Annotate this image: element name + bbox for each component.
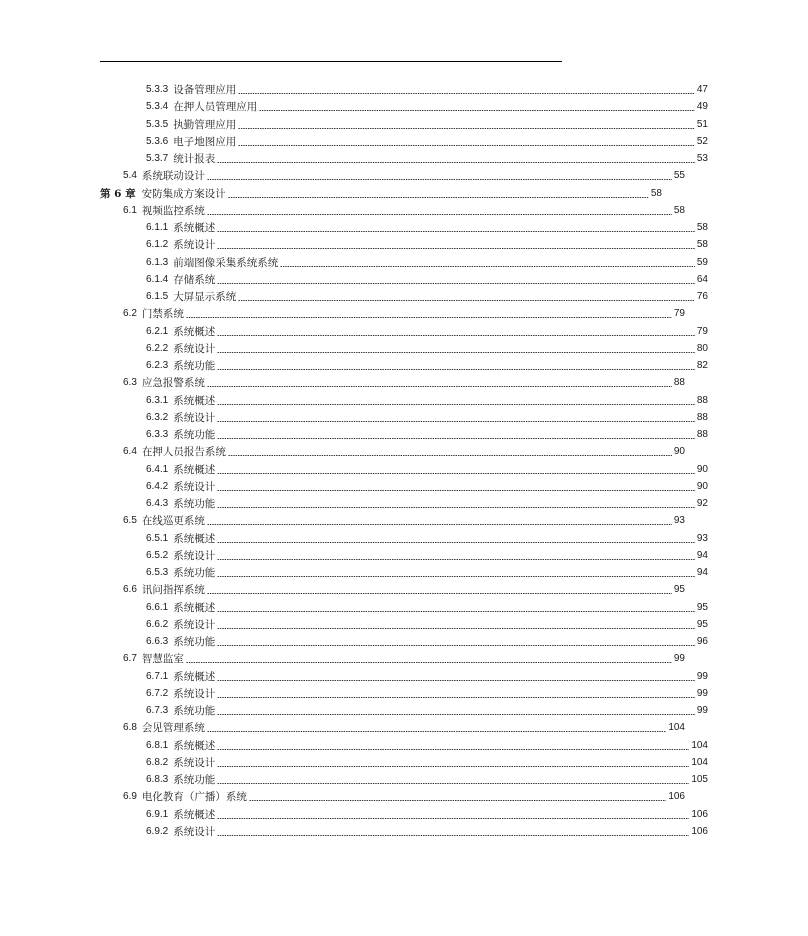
toc-entry-number: 6.1.3 <box>146 256 169 268</box>
dot-leader <box>217 473 695 474</box>
toc-entry-title: 系统设计 <box>173 825 216 838</box>
dot-leader <box>217 766 689 767</box>
toc-page-wrap <box>697 358 808 373</box>
toc-entry-page-number: 94 <box>696 549 708 561</box>
dot-leader <box>186 317 672 318</box>
toc-entry[interactable] <box>0 460 808 477</box>
toc-page-wrap <box>691 807 808 822</box>
toc-entry-number: 6.7.2 <box>146 687 169 699</box>
toc-page-wrap <box>674 306 785 321</box>
toc-entry-page-number: 106 <box>691 825 708 837</box>
toc-entry[interactable] <box>0 218 808 235</box>
toc-entry[interactable] <box>0 235 808 252</box>
toc-entry-number: 6.1.1 <box>146 222 169 233</box>
toc-entry[interactable] <box>0 787 785 804</box>
toc-entry-page-number: 99 <box>673 653 685 665</box>
toc-entry-number: 6.5.2 <box>146 549 169 561</box>
toc-entry[interactable] <box>0 511 785 528</box>
toc-entry-number: 6.8.2 <box>146 756 169 768</box>
toc-entry-title: 执勤管理应用 <box>173 118 237 131</box>
dot-leader <box>217 421 695 422</box>
dot-leader <box>238 128 695 129</box>
toc-entry[interactable] <box>0 408 808 425</box>
toc-page-wrap <box>668 720 785 735</box>
toc-entry-page-number: 104 <box>668 722 685 734</box>
dot-leader <box>217 645 695 646</box>
toc-entry-title: 系统概述 <box>173 808 216 821</box>
toc-entry-page-number: 51 <box>696 118 708 130</box>
toc-page-wrap <box>691 738 808 753</box>
toc-entry-title: 系统概述 <box>173 670 216 683</box>
toc-entry-number: 6.2.3 <box>146 360 169 371</box>
toc-entry-page-number: 106 <box>668 791 685 803</box>
toc-entry-title: 系统设计 <box>173 687 216 700</box>
toc-entry-title: 会见管理系统 <box>141 722 205 735</box>
toc-entry-title: 电化教育（广播）系统 <box>141 791 247 804</box>
dot-leader <box>207 214 672 215</box>
toc-page-wrap <box>697 117 808 132</box>
toc-entry-number: 6.2.1 <box>146 325 169 337</box>
toc-entry-page-number: 95 <box>696 601 708 613</box>
toc-entry-page-number: 99 <box>696 705 708 716</box>
toc-entry-title: 系统概述 <box>173 325 216 338</box>
toc-entry-title: 前端图像采集系统系统 <box>173 256 279 269</box>
toc-entry-page-number: 58 <box>650 187 662 199</box>
toc-entry[interactable] <box>0 115 808 132</box>
toc-entry-title: 在押人员报告系统 <box>141 446 226 459</box>
toc-entry-page-number: 93 <box>673 515 685 527</box>
toc-entry-page-number: 53 <box>696 153 708 164</box>
toc-entry-page-number: 64 <box>696 273 708 285</box>
toc-page-wrap <box>697 324 808 339</box>
toc-entry-page-number: 49 <box>696 101 708 113</box>
toc-entry-number: 6.8.1 <box>146 739 169 751</box>
toc-entry-title: 安防集成方案设计 <box>141 187 226 200</box>
toc-entry-page-number: 104 <box>691 756 708 768</box>
toc-entry-number: 6.1.4 <box>146 273 169 285</box>
dot-leader <box>217 283 695 284</box>
toc-entry-page-number: 58 <box>673 204 685 216</box>
toc-page-wrap <box>697 151 808 166</box>
toc-entry-number: 6.7 <box>123 653 137 665</box>
toc-entry-title: 系统设计 <box>173 480 216 493</box>
toc-entry-title: 大屏显示系统 <box>173 291 237 303</box>
toc-entry-number: 6.6 <box>123 584 137 596</box>
toc-page-wrap <box>674 582 785 597</box>
dot-leader <box>238 145 695 146</box>
toc-entry[interactable] <box>0 201 785 218</box>
toc-entry-page-number: 88 <box>696 394 708 406</box>
toc-entry-title: 系统功能 <box>173 705 216 717</box>
toc-entry-page-number: 93 <box>696 532 708 544</box>
dot-leader <box>207 524 672 525</box>
toc-entry-title: 系统概述 <box>173 222 216 234</box>
toc-entry[interactable] <box>0 425 808 442</box>
toc-entry[interactable] <box>0 753 808 770</box>
toc-page-wrap <box>697 548 808 563</box>
toc-page-wrap <box>697 479 808 494</box>
toc-entry[interactable] <box>0 391 808 408</box>
toc-entry-page-number: 47 <box>696 84 708 95</box>
toc-entry-title: 系统概述 <box>173 739 216 752</box>
toc-entry-number: 6.9 <box>123 791 137 803</box>
toc-page-wrap <box>697 669 808 684</box>
toc-entry[interactable] <box>0 615 808 632</box>
toc-entry-number: 6.3.1 <box>146 394 169 406</box>
dot-leader <box>217 680 695 681</box>
toc-entry-title: 系统设计 <box>173 411 216 424</box>
toc-page-wrap <box>697 237 808 252</box>
toc-entry-page-number: 95 <box>696 618 708 630</box>
toc-entry-number: 6.7.3 <box>146 705 169 716</box>
toc-entry-page-number: 58 <box>696 222 708 233</box>
toc-entry-page-number: 55 <box>673 170 685 182</box>
toc-entry[interactable] <box>0 580 785 597</box>
toc-entry-page-number: 95 <box>673 584 685 596</box>
toc-entry-number: 6.4.2 <box>146 480 169 492</box>
toc-entry-number: 6.4.3 <box>146 498 169 509</box>
toc-entry-number: 6.9.1 <box>146 808 169 820</box>
toc-entry[interactable] <box>0 632 808 649</box>
toc-entry-number: 6.8 <box>123 722 137 734</box>
toc-entry-number: 6.5.1 <box>146 532 169 544</box>
toc-entry-title: 智慧监室 <box>141 653 184 666</box>
toc-entry-number: 6.4 <box>123 446 137 458</box>
toc-entry-number: 5.4 <box>123 170 137 182</box>
toc-entry[interactable] <box>0 701 808 718</box>
dot-leader <box>217 697 695 698</box>
toc-entry[interactable] <box>0 339 808 356</box>
toc-entry-page-number: 79 <box>696 325 708 337</box>
toc-entry[interactable] <box>0 736 808 753</box>
toc-entry-title: 系统设计 <box>173 756 216 769</box>
toc-entry-title: 系统概述 <box>173 601 216 614</box>
toc-entry[interactable] <box>0 356 808 373</box>
toc-entry[interactable] <box>0 770 808 787</box>
toc-entry[interactable] <box>0 442 785 459</box>
toc-page-wrap <box>674 203 785 218</box>
toc-entry-page-number: 94 <box>696 567 708 578</box>
toc-entry-number: 6.3.3 <box>146 429 169 440</box>
dot-leader <box>217 559 695 560</box>
toc-entry-page-number: 52 <box>696 135 708 147</box>
toc-entry-number: 6.2 <box>123 308 137 320</box>
toc-page-wrap <box>697 462 808 477</box>
toc-entry[interactable] <box>0 563 808 580</box>
toc-entry-title: 系统功能 <box>173 636 216 648</box>
toc-chapter-entry[interactable] <box>0 184 762 201</box>
toc-entry-number: 5.3.6 <box>146 135 169 147</box>
dot-leader <box>228 455 672 456</box>
toc-page-wrap <box>697 565 808 580</box>
toc-entry-title: 系统设计 <box>173 342 216 355</box>
toc-page-wrap <box>674 651 785 666</box>
toc-entry[interactable] <box>0 373 785 390</box>
toc-page-wrap <box>691 824 808 839</box>
dot-leader <box>259 110 695 111</box>
dot-leader <box>217 542 695 543</box>
dot-leader <box>217 628 695 629</box>
toc-entry[interactable] <box>0 477 808 494</box>
toc-entry-number: 第 6 章 <box>100 187 136 200</box>
header-rule <box>100 61 562 62</box>
toc-entry-page-number: 88 <box>673 377 685 389</box>
toc-entry[interactable] <box>0 270 808 287</box>
toc-entry[interactable] <box>0 649 785 666</box>
toc-entry-title: 讯问指挥系统 <box>141 584 205 597</box>
toc-entry[interactable] <box>0 80 808 97</box>
dot-leader <box>217 369 695 370</box>
toc-entry-page-number: 90 <box>696 463 708 475</box>
dot-leader <box>217 611 695 612</box>
dot-leader <box>217 714 695 715</box>
toc-entry-title: 存储系统 <box>173 273 216 286</box>
toc-entry-page-number: 79 <box>673 308 685 320</box>
toc-page-wrap <box>651 186 762 201</box>
toc-page-wrap <box>697 82 808 97</box>
toc-page-wrap <box>691 755 808 770</box>
dot-leader <box>217 335 695 336</box>
toc-entry-title: 系统概述 <box>173 394 216 407</box>
toc-page-wrap <box>697 341 808 356</box>
dot-leader <box>217 749 689 750</box>
toc-entry[interactable] <box>0 97 808 114</box>
dot-leader <box>207 731 666 732</box>
toc-page-wrap <box>697 255 808 270</box>
toc-page-wrap <box>697 531 808 546</box>
toc-entry-number: 6.7.1 <box>146 670 169 682</box>
toc-entry-page-number: 90 <box>673 446 685 458</box>
toc-entry-title: 系统功能 <box>173 360 216 372</box>
toc-entry[interactable] <box>0 322 808 339</box>
toc-page-wrap <box>697 427 808 442</box>
dot-leader <box>217 507 695 508</box>
toc-entry-number: 6.3 <box>123 377 137 389</box>
toc-entry-page-number: 106 <box>691 808 708 820</box>
toc-entry-number: 5.3.3 <box>146 84 169 95</box>
toc-entry-title: 统计报表 <box>173 153 216 165</box>
toc-entry-number: 5.3.4 <box>146 101 169 113</box>
toc-entry-title: 系统概述 <box>173 532 216 545</box>
toc-entry[interactable] <box>0 253 808 270</box>
toc-entry[interactable] <box>0 149 808 166</box>
toc-entry-title: 系统设计 <box>173 618 216 631</box>
toc-entry-title: 系统功能 <box>173 498 216 510</box>
toc-entry-title: 系统设计 <box>173 239 216 252</box>
dot-leader <box>217 783 689 784</box>
toc-entry-number: 6.5 <box>123 515 137 527</box>
toc-entry-title: 系统概述 <box>173 463 216 476</box>
toc-page-wrap <box>697 703 808 718</box>
toc-entry-page-number: 96 <box>696 636 708 647</box>
toc-entry-page-number: 58 <box>696 239 708 251</box>
toc-entry-number: 6.5.3 <box>146 567 169 578</box>
dot-leader <box>217 248 695 249</box>
toc-entry-page-number: 105 <box>691 774 708 785</box>
toc-page-wrap <box>697 272 808 287</box>
toc-page-wrap <box>697 686 808 701</box>
toc-entry-page-number: 76 <box>696 291 708 302</box>
toc-page-wrap <box>668 789 785 804</box>
toc-entry-title: 在线巡更系统 <box>141 515 205 528</box>
toc-entry-page-number: 88 <box>696 429 708 440</box>
toc-entry[interactable] <box>0 132 808 149</box>
toc-entry-number: 6.6.1 <box>146 601 169 613</box>
toc-entry-page-number: 80 <box>696 342 708 354</box>
toc-page-wrap <box>697 289 808 304</box>
toc-entry-number: 6.9.2 <box>146 825 169 837</box>
toc-page-wrap <box>697 220 808 235</box>
toc-page-wrap <box>697 634 808 649</box>
toc-entry[interactable] <box>0 598 808 615</box>
toc-entry-number: 5.3.5 <box>146 118 169 130</box>
dot-leader <box>217 576 695 577</box>
toc-entry-page-number: 92 <box>696 498 708 509</box>
toc-entry-page-number: 99 <box>696 670 708 682</box>
toc-entry-title: 在押人员管理应用 <box>173 101 258 114</box>
toc-entry-number: 6.8.3 <box>146 774 169 785</box>
toc-entry-title: 系统功能 <box>173 567 216 579</box>
toc-entry-title: 应急报警系统 <box>141 377 205 390</box>
dot-leader <box>217 438 695 439</box>
dot-leader <box>217 352 695 353</box>
dot-leader <box>238 93 695 94</box>
toc-entry-title: 系统功能 <box>173 774 216 786</box>
toc-page-wrap <box>674 375 785 390</box>
toc-entry[interactable] <box>0 529 808 546</box>
dot-leader <box>207 386 672 387</box>
toc-page-wrap <box>697 99 808 114</box>
dot-leader <box>217 818 689 819</box>
dot-leader <box>207 593 672 594</box>
toc-entry-page-number: 99 <box>696 687 708 699</box>
dot-leader <box>249 800 666 801</box>
toc-page-wrap <box>697 134 808 149</box>
toc-entry-number: 6.1 <box>123 204 137 216</box>
dot-leader <box>228 197 649 198</box>
toc-entry-title: 门禁系统 <box>141 308 184 321</box>
toc-entry-title: 电子地图应用 <box>173 135 237 148</box>
toc-page-wrap <box>697 617 808 632</box>
toc-entry-title: 系统功能 <box>173 429 216 441</box>
toc-entry-number: 5.3.7 <box>146 153 169 164</box>
toc-entry-title: 设备管理应用 <box>173 84 237 96</box>
toc-entry-number: 6.1.2 <box>146 239 169 251</box>
toc-entry[interactable] <box>0 166 785 183</box>
dot-leader <box>186 662 672 663</box>
toc-entry-title: 系统联动设计 <box>141 170 205 183</box>
toc-entry-page-number: 90 <box>696 480 708 492</box>
toc-entry[interactable] <box>0 546 808 563</box>
toc-page-wrap <box>674 168 785 183</box>
dot-leader <box>217 162 695 163</box>
toc-page-wrap <box>697 600 808 615</box>
toc-entry-title: 系统设计 <box>173 549 216 562</box>
toc-entry-number: 6.6.2 <box>146 618 169 630</box>
toc-entry-page-number: 82 <box>696 360 708 371</box>
dot-leader <box>238 300 695 301</box>
toc-entry[interactable] <box>0 287 808 304</box>
dot-leader <box>217 835 689 836</box>
toc-entry[interactable] <box>0 718 785 735</box>
toc-entry-title: 视频监控系统 <box>141 204 205 217</box>
toc-entry-page-number: 104 <box>691 739 708 751</box>
toc-page-wrap <box>674 513 785 528</box>
toc-page-wrap <box>691 772 808 787</box>
toc-page-wrap <box>674 444 785 459</box>
toc-entry[interactable] <box>0 805 808 822</box>
toc-entry-number: 6.3.2 <box>146 411 169 423</box>
dot-leader <box>217 490 695 491</box>
toc-entry[interactable] <box>0 684 808 701</box>
toc-entry-page-number: 88 <box>696 411 708 423</box>
toc-page-wrap <box>697 393 808 408</box>
toc-page-wrap <box>697 496 808 511</box>
toc-entry-number: 6.6.3 <box>146 636 169 647</box>
toc-entry-number: 6.1.5 <box>146 291 169 302</box>
toc-entry-number: 6.2.2 <box>146 342 169 354</box>
toc-entry[interactable] <box>0 667 808 684</box>
toc-entry-number: 6.4.1 <box>146 463 169 475</box>
toc-page-wrap <box>697 410 808 425</box>
toc-entry[interactable] <box>0 822 808 839</box>
toc-entry[interactable] <box>0 494 808 511</box>
toc-entry-page-number: 59 <box>696 256 708 268</box>
dot-leader <box>207 179 672 180</box>
dot-leader <box>280 266 695 267</box>
dot-leader <box>217 404 695 405</box>
toc-entry[interactable] <box>0 304 785 321</box>
dot-leader <box>217 231 695 232</box>
